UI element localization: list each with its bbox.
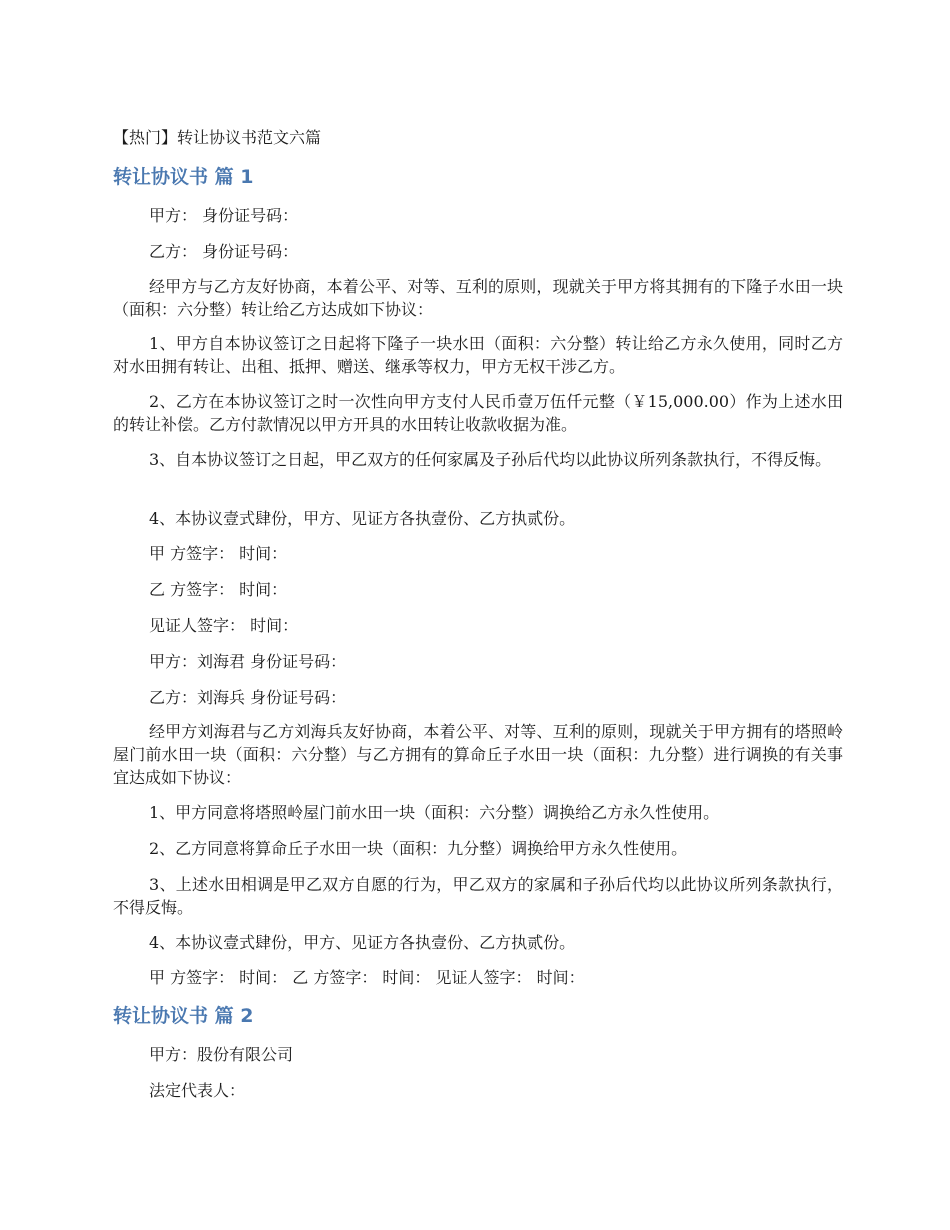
paragraph-exchange-clause-1: 1、甲方同意将塔照岭屋门前水田一块（面积：六分整）调换给乙方永久性使用。 [149, 803, 720, 822]
paragraph-party-a: 甲方： 身份证号码： [149, 206, 299, 225]
paragraph-clause-1: 1、甲方自本协议签订之日起将下隆子一块水田（面积：六分整）转让给乙方永久使用，同时乙方对水田拥有转让、出租、抵押、赠送、继承等权力，甲方无权干涉乙方。 [113, 334, 843, 376]
paragraph-exchange-clause-4: 4、本协议壹式肆份，甲方、见证方各执壹份、乙方执贰份。 [149, 933, 576, 952]
signature-line-party-b: 乙 方签字： 时间： [149, 580, 288, 599]
paragraph-clause-2: 2、乙方在本协议签订之时一次性向甲方支付人民币壹万伍仟元整（￥15,000.00）作为上述水田的转让补偿。乙方付款情况以甲方开具的水田转让收款收据为准。 [113, 392, 843, 434]
paragraph-company: 甲方：股份有限公司 [149, 1045, 294, 1064]
signature-line-witness: 见证人签字： 时间： [149, 616, 299, 635]
paragraph-legal-representative: 法定代表人： [149, 1081, 246, 1100]
paragraph-party-b: 乙方： 身份证号码： [149, 242, 299, 261]
section-heading-2: 转让协议书 篇 2 [113, 1005, 254, 1027]
paragraph-exchange-clause-2: 2、乙方同意将算命丘子水田一块（面积：九分整）调换给甲方永久性使用。 [149, 839, 688, 858]
paragraph-party-a-named: 甲方：刘海君 身份证号码： [149, 652, 347, 671]
signature-line-combined: 甲 方签字： 时间： 乙 方签字： 时间： 见证人签字： 时间： [149, 968, 585, 987]
paragraph-preamble: 经甲方与乙方友好协商，本着公平、对等、互利的原则，现就关于甲方将其拥有的下隆子水田一块（面积：六分整）转让给乙方达成如下协议： [113, 277, 843, 319]
document-title: 【热门】转让协议书范文六篇 [113, 128, 322, 147]
paragraph-preamble-exchange: 经甲方刘海君与乙方刘海兵友好协商，本着公平、对等、互利的原则，现就关于甲方拥有的塔照岭屋门前水田一块（面积：六分整）与乙方拥有的算命丘子水田一块（面积：九分整）进行调换的有关事宜达成如下协议： [113, 722, 843, 787]
paragraph-exchange-clause-3: 3、上述水田相调是甲乙双方自愿的行为，甲乙双方的家属和子孙后代均以此协议所列条款执行，不得反悔。 [113, 875, 843, 917]
paragraph-clause-4: 4、本协议壹式肆份，甲方、见证方各执壹份、乙方执贰份。 [149, 509, 576, 528]
signature-line-party-a: 甲 方签字： 时间： [149, 544, 288, 563]
section-heading-1: 转让协议书 篇 1 [113, 166, 254, 188]
paragraph-clause-3: 3、自本协议签订之日起，甲乙双方的任何家属及子孙后代均以此协议所列条款执行，不得反悔。 [149, 450, 832, 469]
paragraph-party-b-named: 乙方：刘海兵 身份证号码： [149, 688, 347, 707]
